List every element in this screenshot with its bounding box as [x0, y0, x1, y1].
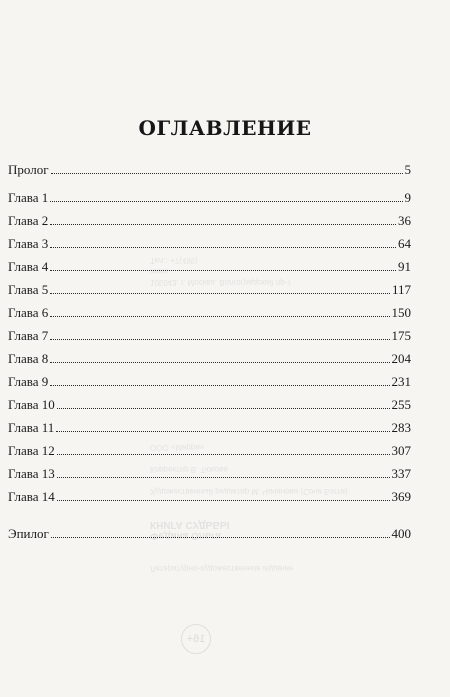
toc-entry-label: Глава 1: [8, 190, 49, 205]
toc-entry-label: Глава 10: [8, 397, 55, 412]
toc-entry: [8, 211, 411, 229]
toc-entry-page-number: 369: [391, 489, 411, 504]
bleed-through-line: 105043, г. Москва, Волгоградский пр-т: [150, 278, 292, 287]
dot-leader: [57, 407, 390, 409]
toc-entry-page-number: 231: [391, 374, 411, 389]
toc-entry: [8, 280, 411, 298]
toc-entry: [8, 160, 411, 178]
toc-entry: [8, 257, 411, 275]
toc-entry-label: Глава 14: [8, 489, 55, 504]
toc-entry: [8, 524, 411, 542]
dot-leader: [50, 315, 389, 317]
toc-entry-page-number: 36: [398, 213, 411, 228]
bleed-through-line: [150, 552, 370, 563]
toc-entry-label: Глава 2: [8, 213, 49, 228]
toc-entry: [8, 326, 411, 344]
toc-entry-page-number: 5: [404, 162, 411, 177]
toc-entry-label: Пролог: [8, 162, 49, 177]
toc-entry-page-number: 307: [391, 443, 411, 458]
toc-entry: [8, 303, 411, 321]
dot-leader: [50, 223, 396, 225]
dot-leader: [50, 361, 389, 363]
toc-entry: [8, 372, 411, 390]
toc-entry: [8, 188, 411, 206]
toc-entry-label: Глава 3: [8, 236, 49, 251]
bleed-through-line: Художественный редактор М. Чачанова (Сочи Бэтти): [150, 487, 348, 496]
toc-entry: [8, 395, 411, 413]
bleed-through-line: КНИГА СУДЬБЫ: [150, 519, 230, 530]
toc-entry-page-number: 9: [404, 190, 411, 205]
toc-entry-label: Глава 12: [8, 443, 55, 458]
toc-entry-page-number: 255: [391, 397, 411, 412]
toc-entry-label: Глава 11: [8, 420, 55, 435]
bleed-through-line: Корректор В. Тюкова: [150, 465, 228, 474]
toc-entry-page-number: 150: [391, 305, 411, 320]
toc-entry: [8, 234, 411, 252]
toc-entry-label: Глава 7: [8, 328, 49, 343]
toc-entry: [8, 487, 411, 505]
age-rating-seal-bleed-through: 16+: [181, 624, 211, 654]
toc-entry-page-number: 283: [391, 420, 411, 435]
dot-leader: [57, 453, 390, 455]
bleed-through-line: [150, 541, 370, 552]
toc-entry-label: Глава 9: [8, 374, 49, 389]
toc-entry-page-number: 337: [391, 466, 411, 481]
dot-leader: [57, 499, 390, 501]
toc-entry-page-number: 400: [391, 526, 411, 541]
toc-entry-page-number: 204: [391, 351, 411, 366]
dot-leader: [50, 269, 396, 271]
toc-entry-label: Эпилог: [8, 526, 49, 541]
bleed-through-line: Федина Ольга: [150, 530, 221, 541]
dot-leader: [50, 200, 402, 202]
bleed-through-line: [150, 574, 370, 585]
dot-leader: [50, 246, 396, 248]
dot-leader: [50, 384, 389, 386]
dot-leader: [57, 476, 390, 478]
toc-entry-label: Глава 8: [8, 351, 49, 366]
bleed-through-line: [150, 508, 370, 519]
toc-entry: [8, 349, 411, 367]
bleed-through-line: ООО «Мирра»: [150, 443, 205, 452]
toc-entry: [8, 441, 411, 459]
page-title: ОГЛАВЛЕНИЕ: [138, 116, 312, 140]
toc-entry-page-number: 64: [398, 236, 411, 251]
bleed-through-line: www.: [150, 267, 170, 276]
toc-entry-page-number: 91: [398, 259, 411, 274]
bleed-through-line: [150, 585, 370, 596]
toc-entry-page-number: 175: [391, 328, 411, 343]
toc-entry: [8, 464, 411, 482]
dot-leader: [51, 536, 390, 538]
bleed-through-line: Литературно-художественное издание: [150, 564, 294, 573]
dot-leader: [56, 430, 389, 432]
toc-entry-page-number: 117: [391, 282, 411, 297]
dot-leader: [51, 172, 403, 174]
dot-leader: [50, 292, 390, 294]
dot-leader: [50, 338, 389, 340]
toc-entry: [8, 418, 411, 436]
toc-entry-label: Глава 13: [8, 466, 55, 481]
toc-entry-label: Глава 4: [8, 259, 49, 274]
toc-entry-label: Глава 6: [8, 305, 49, 320]
toc-entry-label: Глава 5: [8, 282, 49, 297]
bleed-through-line: Тел.: +7(495): [150, 256, 198, 265]
